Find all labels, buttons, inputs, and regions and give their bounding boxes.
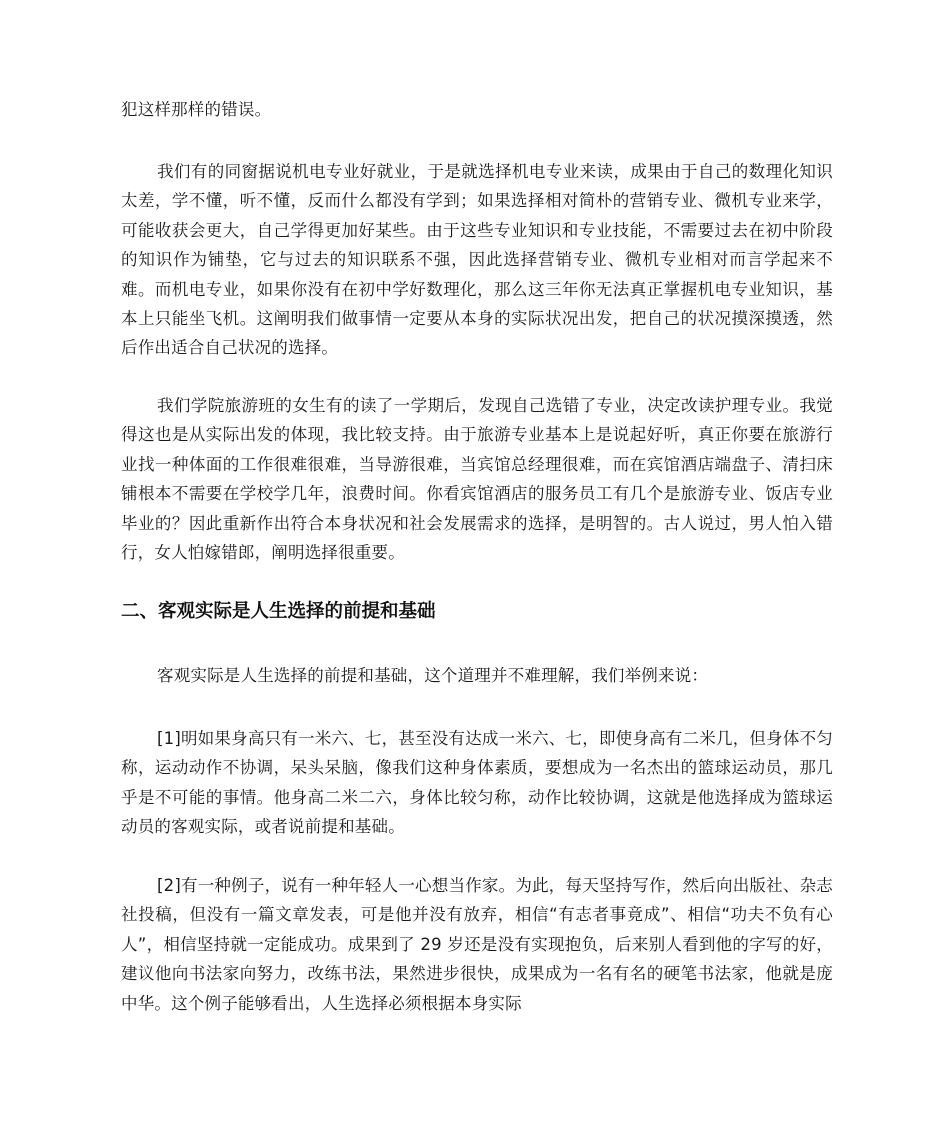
paragraph-block-2 (121, 391, 833, 567)
paragraph-block-3 (121, 661, 833, 690)
section-heading: 二、客观实际是人生选择的前提和基础 (121, 601, 436, 622)
paragraph-continuation (121, 95, 833, 124)
paragraph-block-1 (121, 157, 833, 363)
paragraph: [1]明如果身高只有一米六、七，甚至没有达成一米六、七，即使身高有二米几，但身体不匀称，运动动作不协调，呆头呆脑，像我们这种身体素质，要想成为一名杰出的篮球运动员，那几乎是不可能的事情。他身高二米二六，身体比较匀称，动作比较协调，这就是他选择成为篮球运动员的客观实际，或者说前提和基础。 (121, 729, 833, 837)
paragraph-block-4 (121, 724, 833, 842)
paragraph: [2]有一种例子，说有一种年轻人一心想当作家。为此，每天坚持写作，然后向出版社、杂志社投稿，但没有一篇文章发表，可是他并没有放弃，相信“有志者事竟成”、相信“功夫不负有心人”，相信坚持就一定能成功。成果到了 29 岁还是没有实现抱负，后来别人看到他的字写的好，建议他向书法家向努力，改练书法，果然进步很快，成果成为一名有名的硬笔书法家，他就是庞中华。这个例子能够看出，人生选择必须根据本身实际 (121, 876, 833, 1013)
paragraph: 我们学院旅游班的女生有的读了一学期后，发现自己选错了专业，决定改读护理专业。我觉得这也是从实际出发的体现，我比较支持。由于旅游专业基本上是说起好听，真正你要在旅游行业找一种体面的工作很难很难，当导游很难，当宾馆总经理很难，而在宾馆酒店端盘子、清扫床铺根本不需要在学校学几年，浪费时间。你看宾馆酒店的服务员工有几个是旅游专业、饭店专业毕业的？因此重新作出符合本身状况和社会发展需求的选择，是明智的。古人说过，男人怕入错行，女人怕嫁错郎，阐明选择很重要。 (121, 396, 833, 563)
paragraph: 客观实际是人生选择的前提和基础，这个道理并不难理解，我们举例来说： (157, 666, 709, 685)
paragraph-block-5 (121, 871, 833, 1018)
paragraph: 我们有的同窗据说机电专业好就业，于是就选择机电专业来读，成果由于自己的数理化知识太差，学不懂，听不懂，反而什么都没有学到；如果选择相对简朴的营销专业、微机专业来学，可能收获会更大，自己学得更加好某些。由于这些专业知识和专业技能，不需要过去在初中阶段的知识作为铺垫，它与过去的知识联系不强，因此选择营销专业、微机专业相对而言学起来不难。而机电专业，如果你没有在初中学好数理化，那么这三年你无法真正掌握机电专业知识，基本上只能坐飞机。这阐明我们做事情一定要从本身的实际状况出发，把自己的状况摸深摸透，然后作出适合自己状况的选择。 (121, 162, 833, 358)
paragraph: 犯这样那样的错误。 (121, 100, 272, 119)
